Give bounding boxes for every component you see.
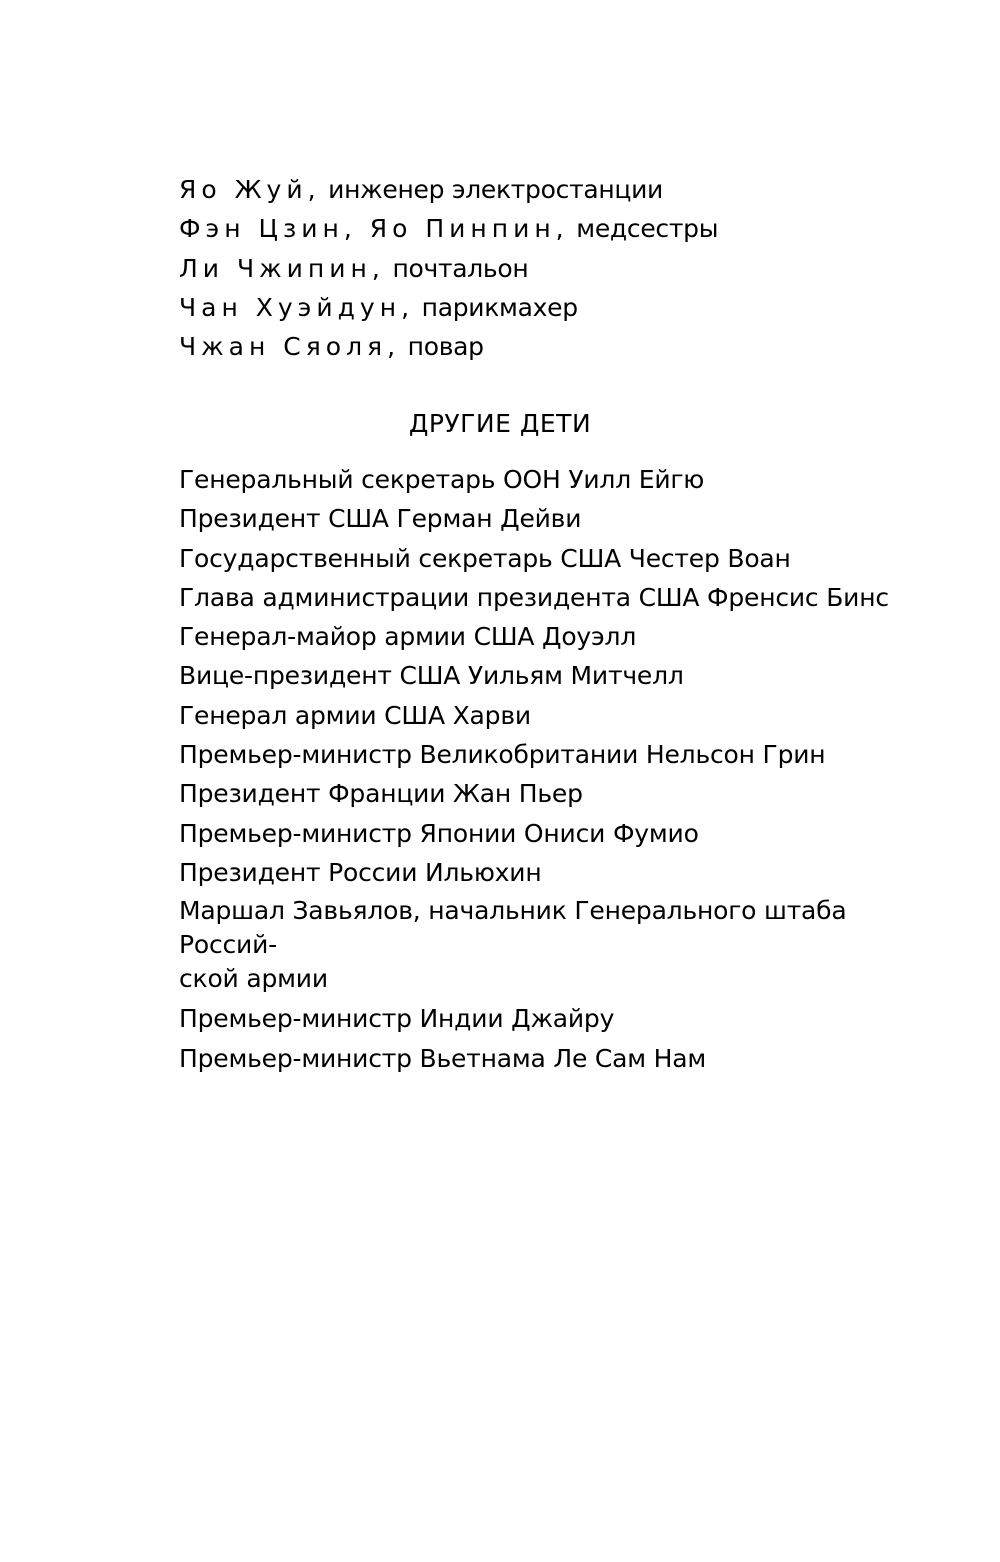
character-name: Фэн Цзин, Яо Пинпин, [179, 214, 569, 244]
section-heading: ДРУГИЕ ДЕТИ [408, 409, 592, 438]
character-name: Чжан Сяоля, [179, 332, 401, 362]
list-item: Глава администрации президента США Френсис Бинс [179, 582, 889, 612]
character-entry [179, 327, 899, 366]
character-entry [179, 170, 899, 209]
list-item: Президент России Ильюхин [179, 857, 542, 887]
list-item-wrapped [179, 892, 899, 999]
character-name: Яо Жуй, [179, 175, 321, 204]
character-entry [179, 288, 899, 327]
characters-list [179, 170, 899, 366]
list-item: Президент США Герман Дейви [179, 504, 582, 534]
list-item: Премьер-министр Японии Ониси Фумио [179, 818, 699, 848]
others-list [179, 460, 899, 1078]
list-item: Вице-президент США Уильям Митчелл [179, 661, 684, 691]
character-role: повар [400, 332, 484, 362]
list-item: Премьер-министр Индии Джайру [179, 1004, 615, 1034]
character-role: медсестры [568, 214, 719, 244]
list-item: Генеральный секретарь ООН Уилл Ейгю [179, 465, 705, 494]
list-item: Генерал армии США Харви [179, 700, 531, 730]
list-item: Государственный секретарь США Честер Воан [179, 543, 791, 573]
character-role: почтальон [384, 253, 529, 283]
character-entry [179, 209, 899, 248]
character-name: Ли Чжипин, [179, 253, 385, 283]
character-entry [179, 249, 899, 288]
character-role: парикмахер [414, 292, 578, 322]
list-item: Премьер-министр Великобритании Нельсон Грин [179, 740, 826, 770]
character-name: Чан Хуэйдун, [179, 292, 415, 322]
list-item: Премьер-министр Вьетнама Ле Сам Нам [179, 1043, 707, 1073]
list-item: Генерал-майор армии США Доуэлл [179, 622, 637, 652]
list-item: Президент Франции Жан Пьер [179, 779, 583, 809]
wrapped-line-1: Маршал Завьялов, начальник Генерального штаба Россий- [179, 896, 847, 960]
wrapped-line-2: ской армии [179, 964, 328, 994]
character-role: инженер электростанции [320, 175, 664, 204]
